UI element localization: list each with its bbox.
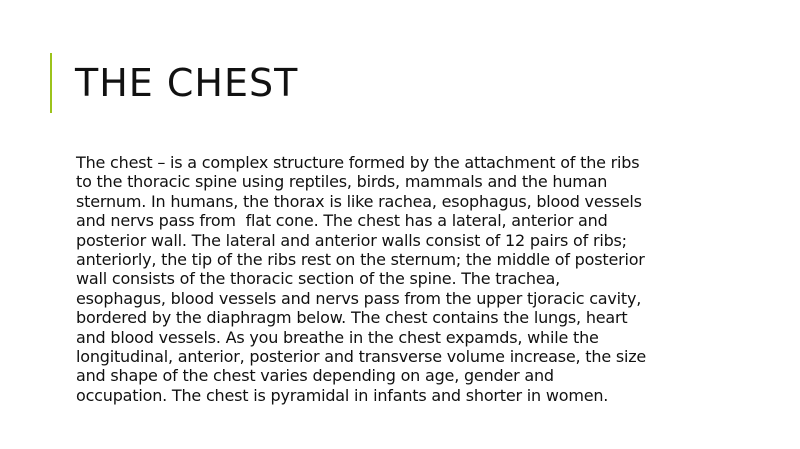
body-line: longitudinal, anterior, posterior and transverse volume increase, the size <box>76 347 647 367</box>
slide-title: THE CHEST <box>75 61 299 105</box>
body-line: occupation. The chest is pyramidal in infants and shorter in women. <box>76 385 609 405</box>
body-line: bordered by the diaphragm below. The chest contains the lungs, heart <box>76 308 628 328</box>
body-line: The chest – is a complex structure formed by the attachment of the ribs <box>76 153 640 172</box>
body-line: to the thoracic spine using reptiles, birds, mammals and the human <box>76 172 608 192</box>
body-line: wall consists of the thoracic section of the spine. The trachea, <box>76 269 560 289</box>
slide-body <box>76 153 711 405</box>
body-line: anteriorly, the tip of the ribs rest on the sternum; the middle of posterior <box>76 250 645 270</box>
title-accent-bar <box>50 53 52 113</box>
body-line: posterior wall. The lateral and anterior walls consist of 12 pairs of ribs; <box>76 230 627 250</box>
body-line: esophagus, blood vessels and nervs pass from the upper tjoracic cavity, <box>76 288 642 308</box>
body-line: and blood vessels. As you breathe in the chest expamds, while the <box>76 327 599 347</box>
body-line: sternum. In humans, the thorax is like rachea, esophagus, blood vessels <box>76 191 642 211</box>
body-line: and shape of the chest varies depending on age, gender and <box>76 366 554 386</box>
body-line: and nervs pass from flat cone. The chest has a lateral, anterior and <box>76 211 608 231</box>
